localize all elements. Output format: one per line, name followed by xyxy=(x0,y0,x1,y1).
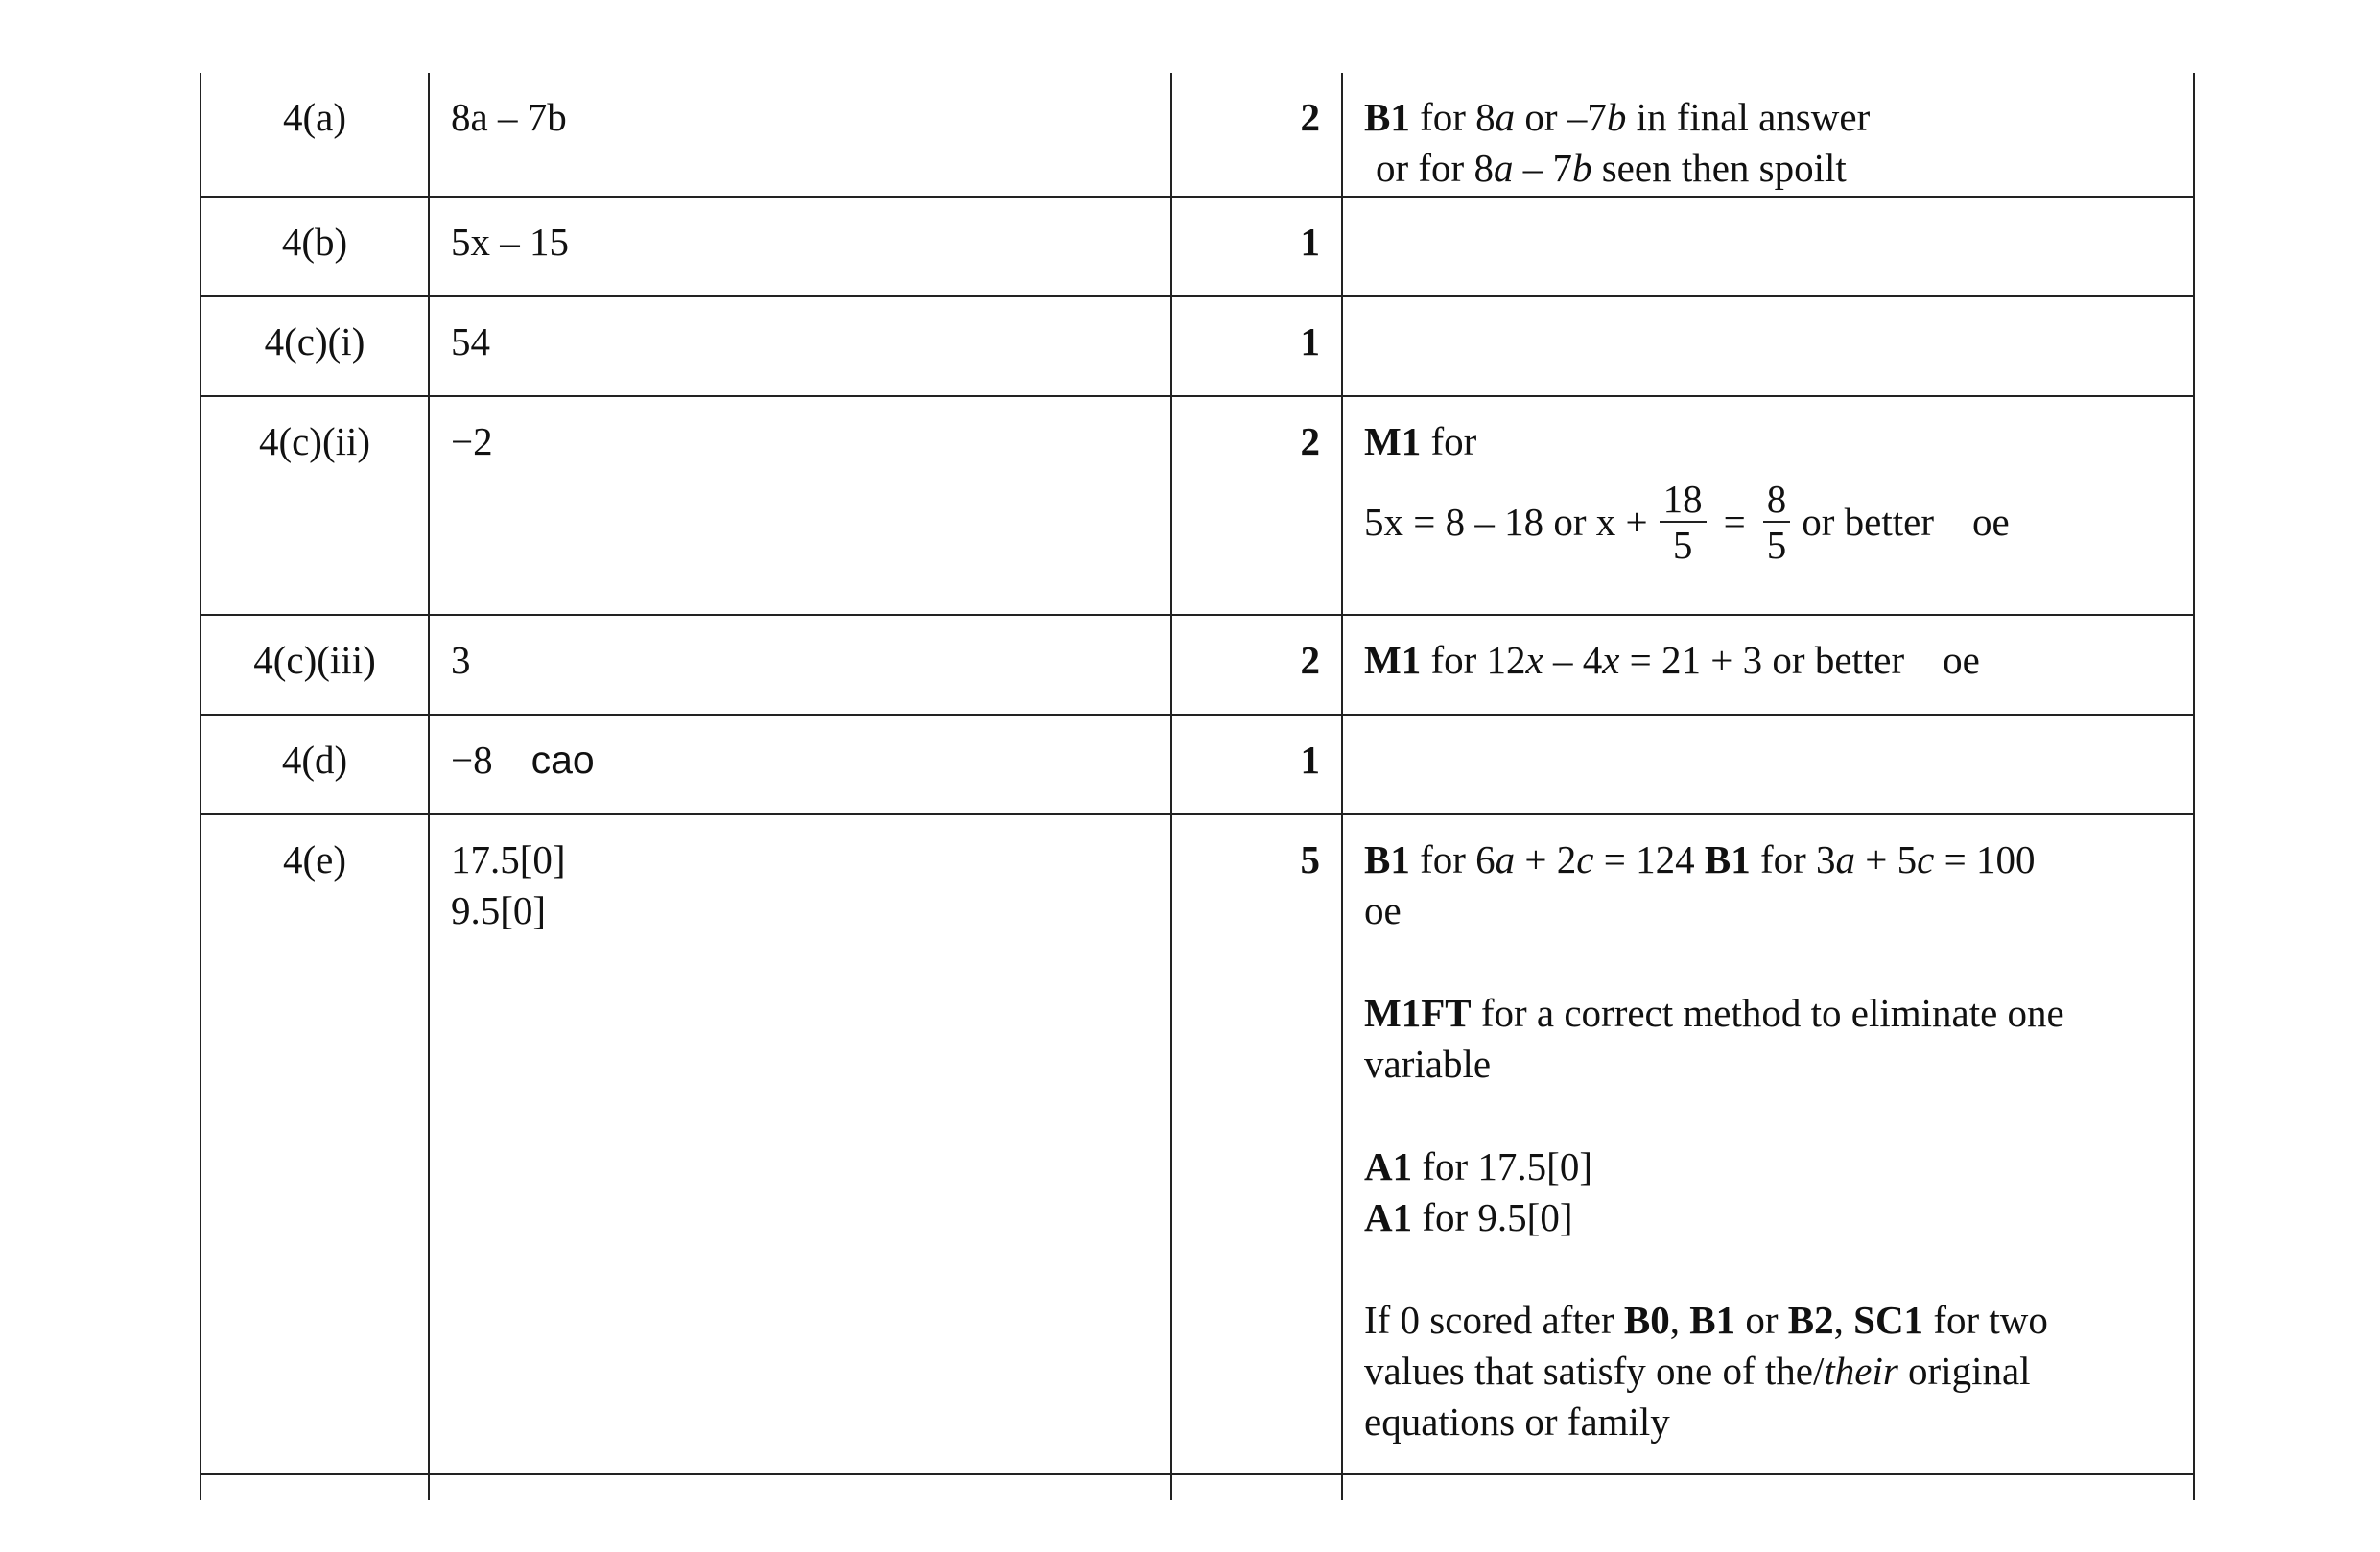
variable: c xyxy=(1917,837,1935,882)
fraction-numerator: 8 xyxy=(1763,477,1791,523)
answer-text: 8a – 7b xyxy=(451,95,567,139)
variable: c xyxy=(1576,837,1594,882)
question-cell xyxy=(200,73,428,196)
table-row xyxy=(200,616,2195,716)
guidance-text: = 124 xyxy=(1593,837,1705,882)
guidance-cell xyxy=(1341,1475,2195,1500)
answer-cell xyxy=(428,716,1170,813)
variable: a xyxy=(1493,146,1514,190)
marks-value: 1 xyxy=(1300,319,1320,364)
answer-cell xyxy=(428,297,1170,395)
guidance-line: variable xyxy=(1364,1042,1492,1086)
answer-text: 9.5[0] xyxy=(451,888,547,932)
guidance-text: for xyxy=(1421,419,1477,463)
mark-code: M1 xyxy=(1364,419,1422,463)
marks-cell xyxy=(1170,1475,1341,1500)
question-cell xyxy=(200,616,428,714)
marks-cell xyxy=(1170,198,1341,295)
guidance-text: seen then spoilt xyxy=(1591,146,1847,190)
marks-value: 5 xyxy=(1300,837,1320,882)
variable: a xyxy=(1495,95,1516,139)
guidance-text: – 7 xyxy=(1513,146,1572,190)
guidance-text: values that satisfy one of the/ xyxy=(1364,1349,1825,1393)
question-cell xyxy=(200,297,428,395)
guidance-text: , xyxy=(1669,1298,1690,1342)
equals-sign: = xyxy=(1723,499,1746,544)
equation-prefix: 5x = 8 – 18 or x + xyxy=(1364,499,1648,544)
guidance-line: oe xyxy=(1364,888,1402,932)
marks-cell xyxy=(1170,815,1341,1473)
answer-text: 5x – 15 xyxy=(451,220,569,264)
marks-value: 2 xyxy=(1300,95,1320,139)
marks-cell xyxy=(1170,616,1341,714)
guidance-text: for 6 xyxy=(1409,837,1496,882)
question-number: 4(a) xyxy=(282,95,346,139)
guidance-line xyxy=(1364,143,2174,194)
mark-scheme-table xyxy=(200,73,2195,1500)
mark-code: B1 xyxy=(1704,837,1751,882)
guidance-cell xyxy=(1341,616,2195,714)
fraction-denominator: 5 xyxy=(1672,523,1693,567)
guidance-line xyxy=(1364,1141,2174,1192)
guidance-text: for 8 xyxy=(1409,95,1496,139)
guidance-text: + 2 xyxy=(1515,837,1577,882)
guidance-text: original xyxy=(1897,1349,2031,1393)
oe-note: oe xyxy=(1972,499,2010,544)
table-row xyxy=(200,198,2195,297)
guidance-text: for two xyxy=(1923,1298,2048,1342)
answer-text: 17.5[0] xyxy=(451,837,566,882)
answer-text: −2 xyxy=(451,419,493,463)
question-number: 4(c)(iii) xyxy=(253,638,376,682)
question-cell xyxy=(200,815,428,1473)
question-number: 4(c)(ii) xyxy=(258,419,371,463)
marks-value: 2 xyxy=(1300,638,1320,682)
guidance-cell xyxy=(1341,198,2195,295)
guidance-text: or for 8 xyxy=(1376,146,1494,190)
variable: b xyxy=(1606,95,1627,139)
guidance-line xyxy=(1364,635,2174,686)
guidance-text: for 3 xyxy=(1750,837,1836,882)
guidance-cell xyxy=(1341,297,2195,395)
guidance-text: for 17.5[0] xyxy=(1412,1144,1592,1188)
mark-code: B0 xyxy=(1623,1298,1670,1342)
question-cell xyxy=(200,716,428,813)
mark-code: A1 xyxy=(1364,1195,1413,1239)
marks-cell xyxy=(1170,297,1341,395)
table-row xyxy=(200,73,2195,198)
answer-cell xyxy=(428,616,1170,714)
mark-code: M1FT xyxy=(1364,991,1472,1035)
question-number: 4(b) xyxy=(281,220,348,264)
question-cell xyxy=(200,1475,428,1500)
guidance-text: or –7 xyxy=(1515,95,1607,139)
oe-note: oe xyxy=(1943,638,1980,682)
guidance-cell xyxy=(1341,73,2195,196)
guidance-text: + 5 xyxy=(1855,837,1918,882)
mark-code: SC1 xyxy=(1853,1298,1924,1342)
guidance-text: in final answer xyxy=(1626,95,1871,139)
mark-code: M1 xyxy=(1364,638,1422,682)
mark-code: B1 xyxy=(1364,95,1410,139)
emphasis-text: their xyxy=(1824,1349,1898,1393)
guidance-text: If 0 scored after xyxy=(1364,1298,1624,1342)
mark-code: B2 xyxy=(1787,1298,1834,1342)
answer-text: 54 xyxy=(451,319,490,364)
table-row xyxy=(200,297,2195,397)
guidance-line: equations or family xyxy=(1364,1399,1670,1444)
answer-text: −8 xyxy=(451,738,493,782)
fraction-equation xyxy=(1364,477,2174,567)
question-number: 4(e) xyxy=(282,837,346,882)
cao-note: cao xyxy=(530,738,595,782)
mark-code: B1 xyxy=(1364,837,1410,882)
guidance-cell xyxy=(1341,716,2195,813)
question-cell xyxy=(200,198,428,295)
variable: x xyxy=(1525,638,1543,682)
marks-cell xyxy=(1170,397,1341,614)
answer-cell xyxy=(428,198,1170,295)
guidance-line xyxy=(1364,416,2174,467)
answer-cell xyxy=(428,397,1170,614)
table-row xyxy=(200,716,2195,815)
guidance-line xyxy=(1364,835,2174,885)
question-cell xyxy=(200,397,428,614)
table-row xyxy=(200,815,2195,1475)
fraction xyxy=(1763,477,1791,567)
guidance-text: = 100 xyxy=(1934,837,2036,882)
variable: a xyxy=(1835,837,1856,882)
marks-value: 1 xyxy=(1300,220,1320,264)
fraction-denominator: 5 xyxy=(1766,523,1787,567)
table-row xyxy=(200,397,2195,616)
guidance-text: , xyxy=(1833,1298,1854,1342)
guidance-text: – 4 xyxy=(1543,638,1603,682)
variable: b xyxy=(1571,146,1592,190)
guidance-line xyxy=(1364,1346,2174,1397)
marks-cell xyxy=(1170,73,1341,196)
question-number: 4(c)(i) xyxy=(264,319,365,364)
guidance-line xyxy=(1364,988,2174,1039)
answer-text: 3 xyxy=(451,638,471,682)
answer-cell xyxy=(428,815,1170,1473)
mark-code: A1 xyxy=(1364,1144,1413,1188)
guidance-text: for 12 xyxy=(1421,638,1526,682)
guidance-cell xyxy=(1341,815,2195,1473)
answer-cell xyxy=(428,73,1170,196)
variable: a xyxy=(1495,837,1516,882)
guidance-text: for 9.5[0] xyxy=(1412,1195,1573,1239)
guidance-text: = 21 + 3 or better xyxy=(1619,638,1905,682)
mark-code: B1 xyxy=(1689,1298,1736,1342)
marks-cell xyxy=(1170,716,1341,813)
marks-value: 1 xyxy=(1300,738,1320,782)
guidance-line xyxy=(1364,1192,2174,1243)
guidance-line xyxy=(1364,1295,2174,1346)
guidance-line xyxy=(1364,92,2174,143)
fraction xyxy=(1660,477,1707,567)
guidance-text: or xyxy=(1735,1298,1788,1342)
answer-cell xyxy=(428,1475,1170,1500)
marks-value: 2 xyxy=(1300,419,1320,463)
table-continuation xyxy=(200,1475,2195,1500)
guidance-cell xyxy=(1341,397,2195,614)
equation-suffix: or better xyxy=(1802,499,1935,544)
question-number: 4(d) xyxy=(281,738,348,782)
variable: x xyxy=(1602,638,1620,682)
fraction-numerator: 18 xyxy=(1660,477,1707,523)
guidance-text: for a correct method to eliminate one xyxy=(1471,991,2064,1035)
